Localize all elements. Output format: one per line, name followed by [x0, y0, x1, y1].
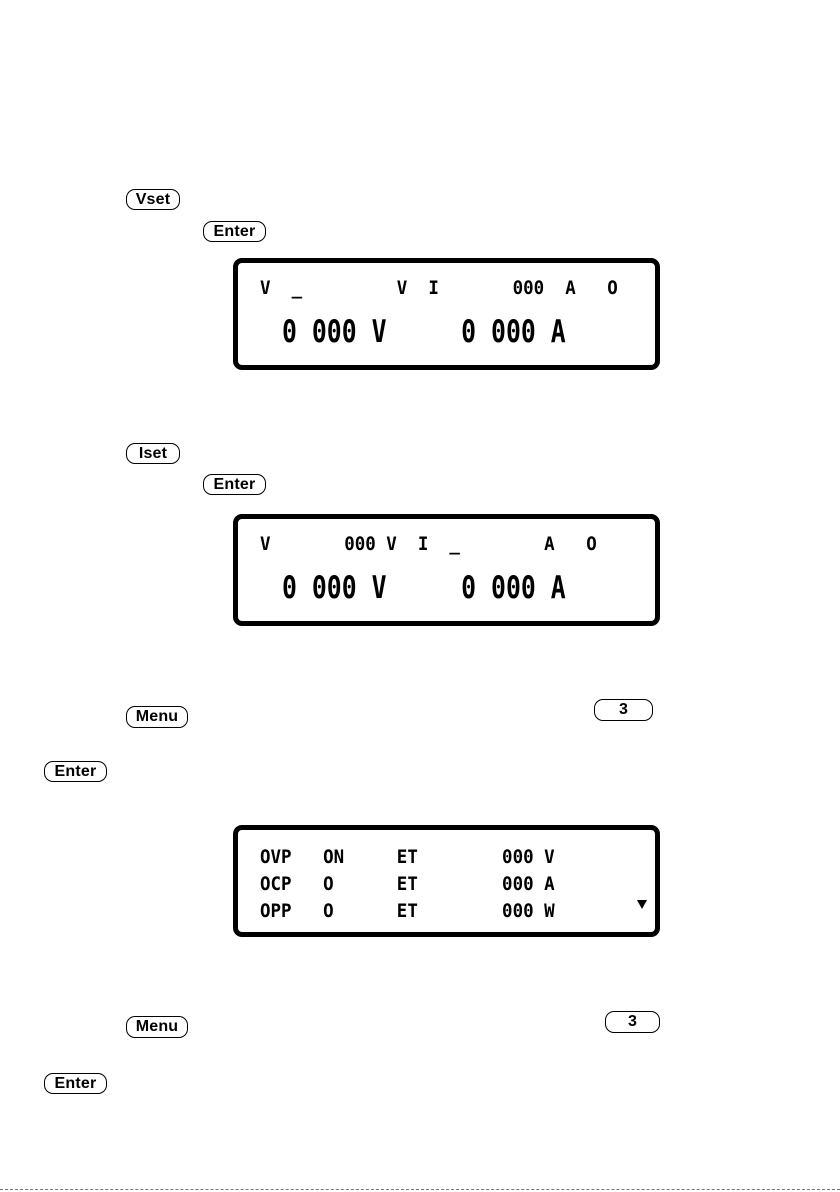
enter-key[interactable]: Enter [203, 221, 266, 242]
opp-row: OPP O ET 000 W [260, 900, 555, 922]
lcd-display-vset [233, 258, 660, 370]
ocp-row: OCP O ET 000 A [260, 873, 555, 895]
lcd-status-line: V 000 V I _ A O [260, 533, 597, 555]
enter-key[interactable]: Enter [44, 1073, 107, 1094]
scroll-down-icon [637, 900, 647, 909]
ovp-row: OVP ON ET 000 V [260, 846, 555, 868]
lcd-protection-menu [233, 825, 660, 937]
menu-key[interactable]: Menu [126, 1016, 188, 1038]
menu-key[interactable]: Menu [126, 706, 188, 728]
lcd-readout-line: 0 000 V 0 000 A [282, 314, 566, 350]
number-3-key[interactable]: 3 [605, 1011, 660, 1033]
page-bottom-rule [0, 1189, 840, 1190]
lcd-status-line: V _ V I 000 A O [260, 277, 618, 299]
enter-key[interactable]: Enter [44, 761, 107, 782]
enter-key[interactable]: Enter [203, 474, 266, 495]
iset-key[interactable]: Iset [126, 443, 180, 464]
lcd-readout-line: 0 000 V 0 000 A [282, 570, 566, 606]
vset-key[interactable]: Vset [126, 189, 180, 210]
lcd-display-iset [233, 514, 660, 626]
number-3-key[interactable]: 3 [594, 699, 653, 721]
